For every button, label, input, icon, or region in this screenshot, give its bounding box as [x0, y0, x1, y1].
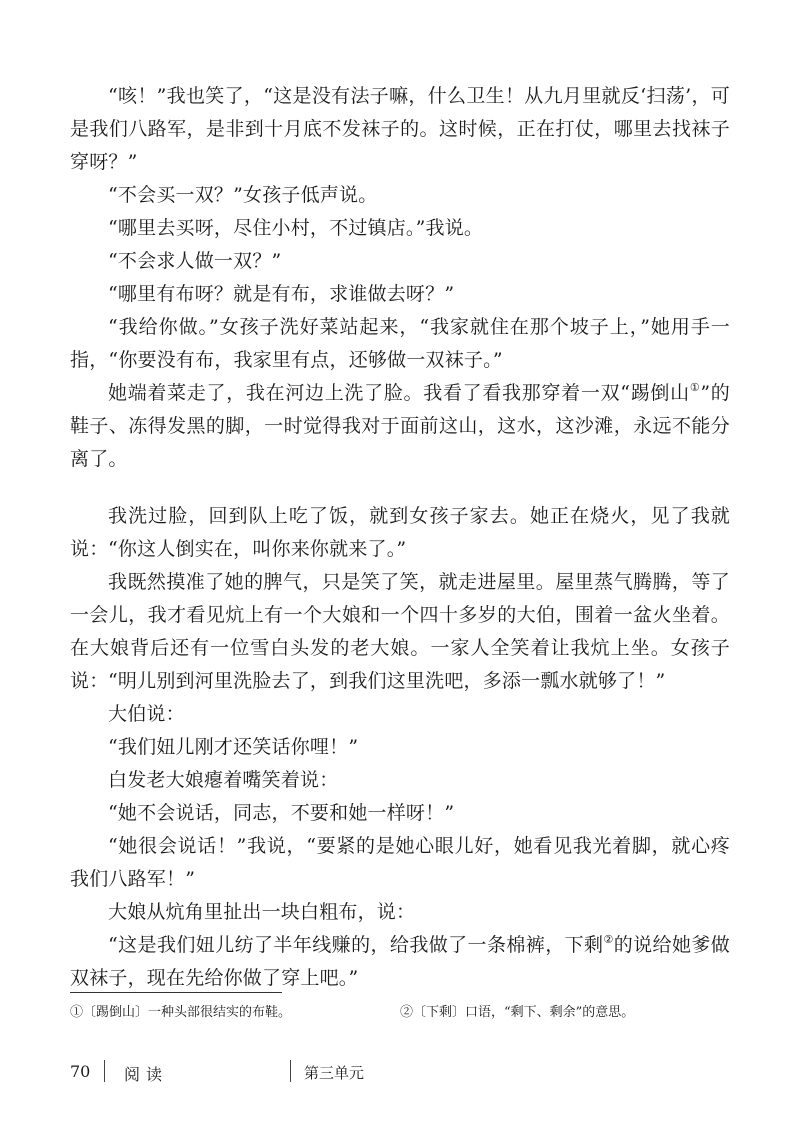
paragraph-text: ”的鞋子、冻得发黑的脚，一时觉得我对于面前这山，这水，这沙滩，永远不能分离了。: [70, 382, 731, 470]
paragraph: 大娘从炕角里扯出一块白粗布，说：: [108, 901, 416, 923]
footer-divider: [290, 1060, 291, 1082]
footer-divider: [104, 1060, 105, 1082]
footnote-marker: ①: [689, 381, 701, 394]
section-label: 阅读: [124, 1065, 169, 1084]
paragraph: 我既然摸准了她的脾气，只是笑了笑，就走进屋里。屋里蒸气腾腾，等了一会儿，我才看见炕上有一个大娘和一个四十多岁的大伯，围着一盆火坐着。在大娘背后还有一位雪白头发的老大娘。一家人全笑着让我炕上坐。女孩子说：: [70, 571, 730, 692]
paragraph: “她很会说话！”我说，“要紧的是她心眼儿好，她看见我光着脚，就心疼我们八路军！”: [70, 835, 730, 890]
paragraph-with-footnote-1: [70, 377, 730, 476]
paragraph-text: 她端着菜走了，我在河边上洗了脸。我看了看我那穿着一双“踢倒山: [108, 382, 690, 404]
paragraph: 大伯说：: [108, 703, 185, 725]
paragraph: “我们妞儿刚才还笑话你哩！”: [108, 736, 359, 758]
paragraph: “她不会说话，同志，不要和她一样呀！”: [108, 802, 455, 824]
paragraph: 白发老大娘瘪着嘴笑着说：: [108, 769, 339, 791]
footnote-marker: ②: [603, 933, 614, 946]
footnote-divider: [70, 992, 282, 993]
paragraph: “你这人倒实在，叫你来你就来了。”: [108, 538, 407, 560]
paragraph: 我洗过脸，回到队上吃了饭，就到女孩子家去。她正在烧火，见了我就说：: [70, 505, 730, 560]
paragraph-text: “这是我们妞儿纺了半年线赚的，给我做了一条棉裤，下剩: [108, 934, 604, 956]
footnote-1: ①〔踢倒山〕一种头部很结实的布鞋。: [70, 1005, 292, 1020]
paragraph: “我给你做。”女孩子洗好菜站起来，“我家就住在那个坡子上，”她用手一指，“你要没有布，我家里有点，还够做一双袜子。”: [70, 316, 730, 371]
paragraph-text: 的说给她爹做双袜子，现在先给你做了穿上吧。”: [70, 934, 730, 989]
footnote-2: ②〔下剩〕口语，“剩下、剩余”的意思。: [400, 1005, 635, 1020]
paragraph: “明儿别到河里洗脸去了，到我们这里洗吧，多添一瓢水就够了！”: [108, 670, 666, 692]
page-number: 70: [70, 1062, 91, 1081]
paragraph-with-footnote-2: [70, 929, 730, 995]
paragraph: “咳！”我也笑了，“这是没有法子嘛，什么卫生！从九月里就反‘扫荡’，可是我们八路军，是非到十月底不发袜子的。这时候，正在打仗，哪里去找袜子穿呀？”: [70, 85, 730, 173]
paragraph: “不会买一双？”女孩子低声说。: [108, 184, 378, 206]
paragraph: “哪里去买呀，尽住小村，不过镇店。”我说。: [108, 217, 484, 239]
paragraph: “不会求人做一双？”: [108, 250, 282, 272]
paragraph: “哪里有布呀？就是有布，求谁做去呀？”: [108, 283, 455, 305]
unit-label: 第三单元: [304, 1064, 365, 1082]
